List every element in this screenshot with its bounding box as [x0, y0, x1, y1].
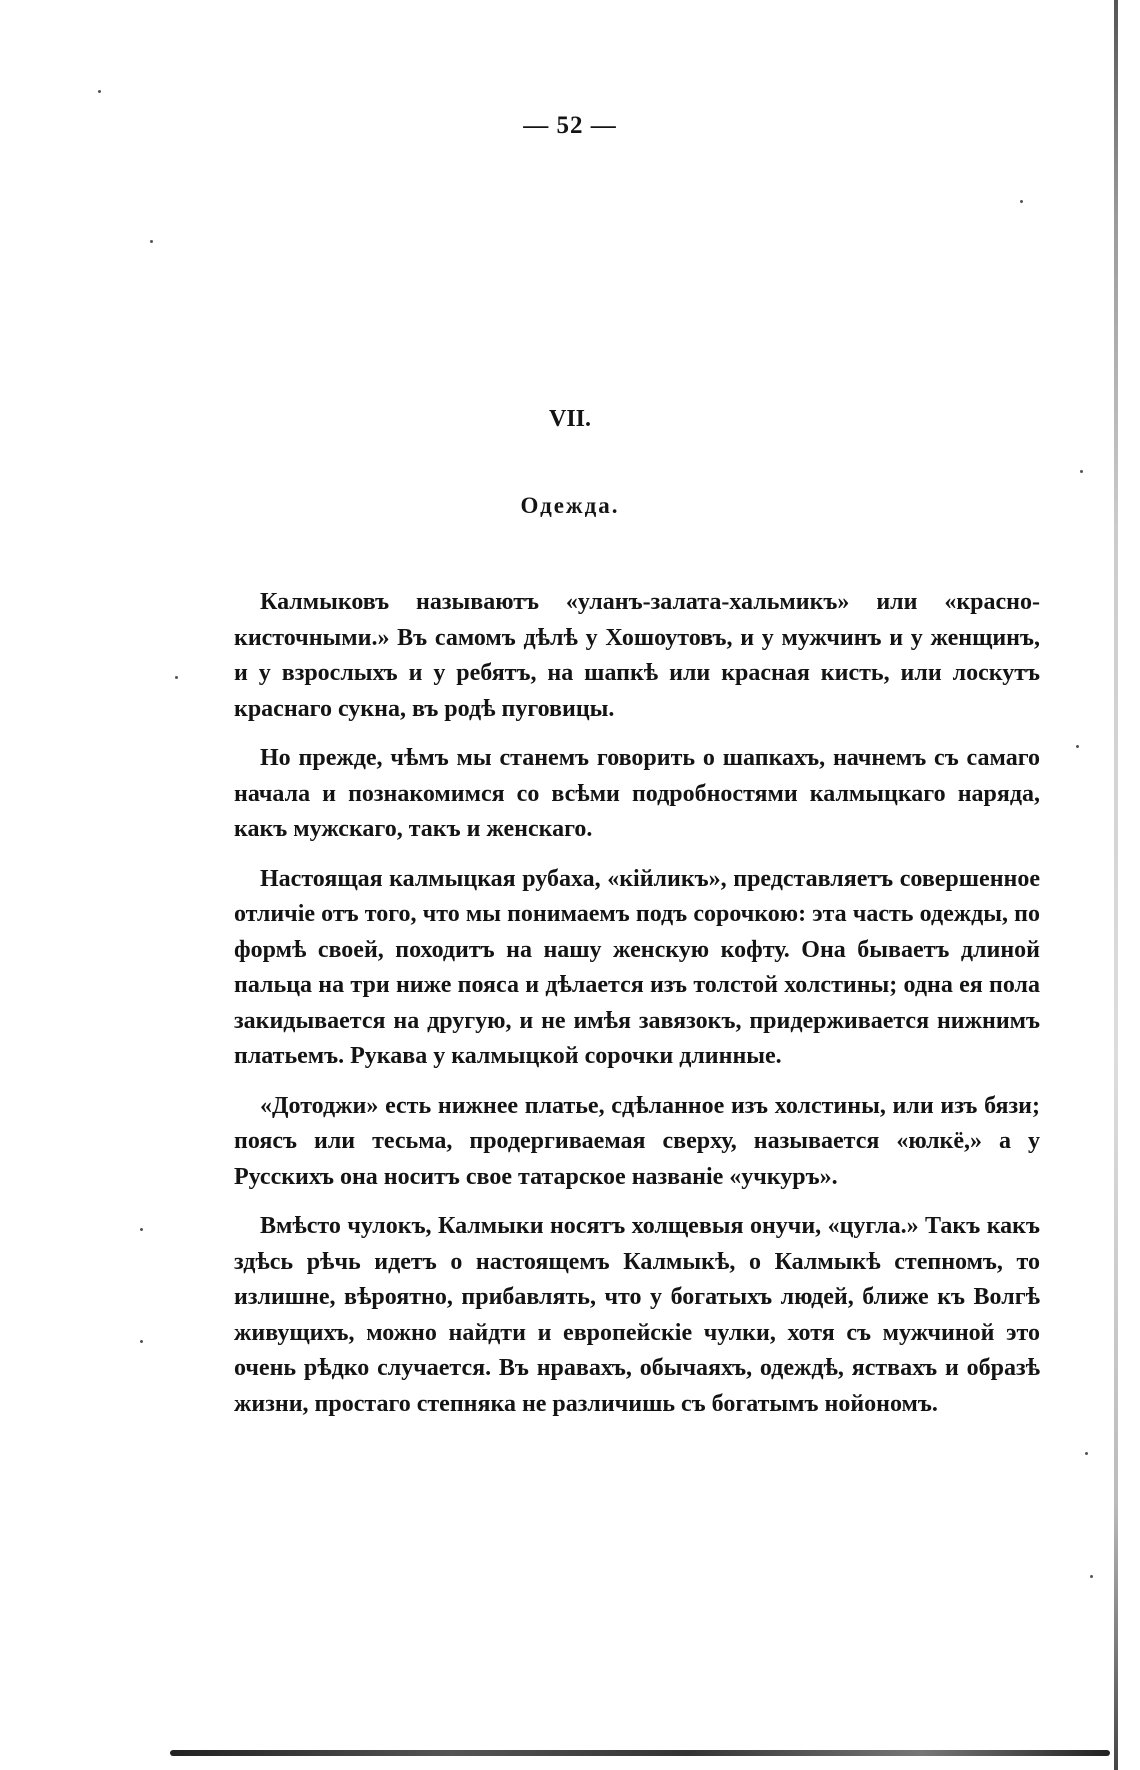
chapter-number: VII.	[548, 406, 591, 432]
scan-speck	[1085, 1452, 1088, 1455]
chapter-title: Одежда.	[520, 493, 620, 518]
scan-speck	[140, 1228, 143, 1231]
scan-bottom-edge	[170, 1750, 1110, 1756]
paragraph: Но прежде, чѣмъ мы станемъ говорить о шапкахъ, начнемъ съ самаго начала и познакомимся со всѣми подробностями калмыцкаго наряда, какъ мужскаго, такъ и женскаго.	[234, 745, 1040, 842]
scan-right-edge	[1114, 0, 1118, 1770]
scan-speck	[1020, 200, 1023, 203]
scan-speck	[175, 676, 178, 679]
scan-speck	[140, 1340, 143, 1343]
scan-speck	[98, 90, 101, 93]
scan-speck	[1090, 1575, 1093, 1578]
paragraph: Настоящая калмыцкая рубаха, «кійликъ», представляетъ совершенное отличіе отъ того, что мы понимаемъ подъ сорочкою: эта часть одежды, по формѣ своей, походитъ на нашу женскую кофту. Она бываетъ длиной пальца на три ниже пояса и дѣлается изъ толстой холстины; одна ея пола закидывается на другую, и не имѣя завязокъ, придерживается нижнимъ платьемъ. Рукава у калмыцкой сорочки длинные.	[234, 865, 1040, 1069]
paragraph: «Дотоджи» есть нижнее платье, сдѣланное изъ холстины, или изъ бязи; поясъ или тесьма, продергиваемая сверху, называется «юлкё,» а у Русскихъ она носитъ свое татарское названіе «учкуръ».	[234, 1092, 1040, 1190]
scan-speck	[150, 240, 153, 243]
scan-speck	[1080, 470, 1083, 473]
body-text	[234, 585, 1040, 1436]
scan-speck	[1076, 745, 1079, 748]
page-number: — 52 —	[523, 112, 617, 139]
paragraph: Калмыковъ называютъ «уланъ-залата-хальмикъ» или «красно-кисточными.» Въ самомъ дѣлѣ у Хошоутовъ, и у мужчинъ и у женщинъ, и у взрослыхъ и у ребятъ, на шапкѣ или красная кисть, или лоскутъ краснаго сукна, въ родѣ пуговицы.	[234, 589, 1040, 722]
paragraph: Вмѣсто чулокъ, Калмыки носятъ холщевыя онучи, «цугла.» Такъ какъ здѣсь рѣчь идетъ о настоящемъ Калмыкѣ, о Калмыкѣ степномъ, то излишне, вѣроятно, прибавлять, что у богатыхъ людей, ближе къ Волгѣ живущихъ, можно найдти и европейскіе чулки, хотя съ мужчиной это очень рѣдко случается. Въ нравахъ, обычаяхъ, одеждѣ, яствахъ и образѣ жизни, простаго степняка не различишь съ богатымъ нойономъ.	[234, 1213, 1040, 1417]
